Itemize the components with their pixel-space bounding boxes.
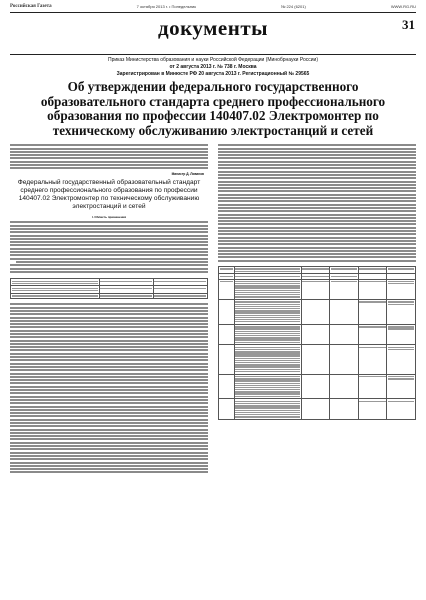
text-line <box>10 369 208 371</box>
text-line <box>10 455 208 457</box>
text-line <box>218 187 416 189</box>
text-line <box>100 281 152 282</box>
table-cell <box>301 345 330 374</box>
table-cell <box>11 279 100 286</box>
text-line <box>218 157 416 159</box>
text-line <box>235 308 300 309</box>
text-line <box>235 376 300 377</box>
text-line <box>235 389 300 390</box>
text-line <box>10 313 208 315</box>
table-cell <box>234 300 301 325</box>
text-line <box>10 151 208 153</box>
right-column <box>218 143 416 594</box>
text-line <box>218 148 416 150</box>
text-line <box>235 319 300 320</box>
text-line <box>235 349 300 350</box>
text-line <box>218 200 416 202</box>
text-line <box>235 414 300 415</box>
text-line <box>10 251 208 253</box>
text-line <box>218 167 416 169</box>
text-line <box>218 233 416 235</box>
text-line <box>235 401 300 402</box>
text-line <box>388 401 414 402</box>
text-line <box>218 174 416 176</box>
text-line <box>218 240 416 242</box>
text-line <box>235 393 300 394</box>
structure-table <box>218 266 416 420</box>
text-line <box>10 231 208 233</box>
text-line <box>218 243 416 245</box>
text-line <box>10 396 208 398</box>
text-line <box>235 369 300 370</box>
text-line <box>12 288 98 289</box>
text-line <box>235 304 300 305</box>
text-line <box>388 301 414 302</box>
table-row <box>11 286 208 293</box>
text-line <box>218 237 416 239</box>
text-line <box>10 148 208 150</box>
table-cell <box>234 374 301 399</box>
table-cell <box>358 279 387 299</box>
table-cell <box>234 266 301 273</box>
text-line <box>220 268 234 269</box>
text-line <box>235 339 300 340</box>
table-cell <box>387 266 416 273</box>
text-line <box>235 412 300 413</box>
table-cell <box>387 374 416 399</box>
minister-signature: Министр Д. Ливанов <box>171 172 204 177</box>
text-line <box>235 290 300 291</box>
text-line <box>10 343 208 345</box>
text-line <box>218 230 416 232</box>
table-row <box>219 324 416 344</box>
text-line <box>235 371 300 372</box>
text-line <box>10 432 208 434</box>
text-line <box>10 392 208 394</box>
text-line <box>388 378 414 379</box>
text-line <box>10 221 208 223</box>
text-line <box>12 290 98 291</box>
text-line <box>10 468 208 470</box>
text-line <box>235 276 300 277</box>
text-line <box>235 351 300 352</box>
text-line <box>10 409 208 411</box>
table-cell <box>234 399 301 419</box>
text-line <box>302 268 328 269</box>
text-line <box>235 403 300 404</box>
text-line <box>218 260 416 262</box>
text-line <box>235 391 300 392</box>
text-line <box>12 283 98 284</box>
text-line <box>235 294 300 295</box>
text-line <box>10 157 208 159</box>
text-line <box>10 356 208 358</box>
text-line <box>302 276 328 277</box>
text-line <box>10 167 208 169</box>
table-cell <box>358 324 387 344</box>
text-line <box>218 214 416 216</box>
text-line <box>10 161 208 163</box>
text-line <box>388 326 414 327</box>
order-line-3: Зарегистрирован в Минюсте РФ 20 августа 2013 г. Регистрационный № 29565 <box>116 71 310 77</box>
text-line <box>235 333 300 334</box>
text-line <box>10 164 208 166</box>
text-line <box>302 281 328 282</box>
text-line <box>218 210 416 212</box>
table-cell <box>99 279 153 286</box>
table-cell <box>387 399 416 419</box>
text-line <box>235 410 300 411</box>
text-line <box>235 396 300 397</box>
text-line <box>359 401 385 402</box>
table-cell <box>387 324 416 344</box>
text-line <box>235 407 300 408</box>
order-line-2: от 2 августа 2013 г. № 738 г. Москва <box>169 64 257 70</box>
text-line <box>12 295 98 296</box>
text-line <box>10 144 208 146</box>
table-cell <box>330 266 359 273</box>
text-line <box>10 235 208 237</box>
text-line <box>388 268 414 269</box>
table-cell <box>11 293 100 298</box>
text-line <box>220 276 234 277</box>
text-line <box>235 271 300 272</box>
text-line <box>235 283 300 284</box>
text-line <box>218 253 416 255</box>
text-line <box>359 268 385 269</box>
text-line <box>10 452 208 454</box>
text-line <box>388 328 414 329</box>
text-line <box>235 416 300 417</box>
text-line <box>10 307 208 309</box>
table-cell <box>301 266 330 273</box>
table-cell <box>330 399 359 419</box>
table-cell <box>330 300 359 325</box>
table-row <box>11 293 208 298</box>
text-line <box>10 429 208 431</box>
text-line <box>10 419 208 421</box>
text-line <box>359 347 385 348</box>
table-row <box>219 374 416 399</box>
table-cell <box>358 345 387 374</box>
text-line <box>10 258 208 260</box>
text-line <box>154 295 206 296</box>
section-title: документы <box>157 16 269 40</box>
section-divider <box>10 54 416 55</box>
text-line <box>10 435 208 437</box>
table-cell <box>301 279 330 299</box>
table-cell <box>11 286 100 293</box>
table-cell <box>387 300 416 325</box>
text-line <box>10 326 208 328</box>
left-table <box>10 278 208 299</box>
table-cell <box>358 374 387 399</box>
text-line <box>10 465 208 467</box>
issue-date: 7 октября 2013 г. • Понедельник <box>136 4 196 9</box>
text-line <box>235 326 300 327</box>
table-cell <box>301 374 330 399</box>
table-cell <box>387 279 416 299</box>
text-line <box>220 281 234 282</box>
left-column <box>10 143 208 594</box>
text-line <box>235 317 300 318</box>
text-line <box>218 220 416 222</box>
table-cell <box>301 300 330 325</box>
text-line <box>359 326 385 327</box>
table-cell <box>153 279 207 286</box>
table-cell <box>301 399 330 419</box>
text-line <box>10 471 208 473</box>
text-line <box>235 385 300 386</box>
table-row <box>219 266 416 273</box>
newspaper-brand: Российская Газета <box>10 4 52 9</box>
table-row <box>219 300 416 325</box>
text-line <box>10 422 208 424</box>
table-row <box>219 279 416 299</box>
table-cell <box>330 324 359 344</box>
text-line <box>10 382 208 384</box>
site-url: WWW.RG.RU <box>390 4 416 9</box>
text-line <box>218 190 416 192</box>
text-line <box>10 268 208 270</box>
text-line <box>10 228 208 230</box>
text-line <box>235 281 300 282</box>
text-line <box>235 331 300 332</box>
text-line <box>218 151 416 153</box>
text-line <box>10 225 208 227</box>
text-line <box>10 373 208 375</box>
table-cell <box>99 293 153 298</box>
text-line <box>235 405 300 406</box>
text-line <box>388 283 414 284</box>
text-line <box>235 360 300 361</box>
text-line <box>10 349 208 351</box>
text-line <box>235 364 300 365</box>
text-line <box>218 177 416 179</box>
text-line <box>359 376 385 377</box>
text-line <box>218 164 416 166</box>
text-line <box>10 238 208 240</box>
text-line <box>388 349 414 350</box>
table-cell <box>219 300 235 325</box>
text-line <box>10 336 208 338</box>
text-line <box>331 268 357 269</box>
table-cell <box>301 324 330 344</box>
text-line <box>10 303 208 305</box>
masthead-bar <box>10 4 416 13</box>
order-line-1: Приказ Министерства образования и науки Российской Федерации (Минобрнауки России) <box>107 57 319 63</box>
text-line <box>235 342 300 343</box>
text-line <box>10 379 208 381</box>
text-line <box>235 383 300 384</box>
table-cell <box>330 279 359 299</box>
issue-number: № 224 (6201) <box>281 4 306 9</box>
table-cell <box>219 324 235 344</box>
text-line <box>10 406 208 408</box>
text-line <box>218 256 416 258</box>
text-line <box>218 184 416 186</box>
text-line <box>235 296 300 297</box>
text-line <box>10 317 208 319</box>
text-line <box>12 281 98 282</box>
table-cell <box>219 374 235 399</box>
text-line <box>10 241 208 243</box>
table-cell <box>219 345 235 374</box>
table-row <box>11 279 208 286</box>
text-line <box>10 448 208 450</box>
text-line <box>235 292 300 293</box>
text-line <box>218 247 416 249</box>
text-line <box>235 358 300 359</box>
text-line <box>10 340 208 342</box>
table-cell <box>358 266 387 273</box>
text-line <box>10 264 208 266</box>
table-row <box>219 399 416 419</box>
article-body <box>10 143 416 594</box>
text-line <box>235 285 300 286</box>
text-line <box>359 281 385 282</box>
text-line <box>10 412 208 414</box>
table-cell <box>153 286 207 293</box>
document-title: Об утверждении федерального государственного образовательного стандарта среднего профессионального образования по профессии 140407.02 Электромонтер по техническому обслуживанию электростанций и сетей <box>40 79 386 138</box>
text-line <box>10 310 208 312</box>
table-cell <box>387 345 416 374</box>
text-line <box>10 445 208 447</box>
text-line <box>235 321 300 322</box>
page-number: 31 <box>402 17 415 32</box>
table-cell <box>234 279 301 299</box>
text-line <box>359 301 385 302</box>
text-line <box>218 161 416 163</box>
text-line <box>218 204 416 206</box>
text-line <box>10 244 208 246</box>
text-line <box>235 366 300 367</box>
text-line <box>235 355 300 356</box>
text-line <box>10 415 208 417</box>
text-line <box>388 304 414 305</box>
text-line <box>10 271 208 273</box>
text-line <box>10 323 208 325</box>
text-line <box>10 154 208 156</box>
table-cell <box>358 399 387 419</box>
text-line <box>10 442 208 444</box>
text-line <box>218 194 416 196</box>
annex-title: Федеральный государственный образовательный стандарт среднего профессионального образования по профессии 140407.02 Электромонтер по техническому обслуживанию электростанций и сетей <box>17 179 201 211</box>
text-line <box>218 207 416 209</box>
text-line <box>235 378 300 379</box>
table-cell <box>153 293 207 298</box>
table-cell <box>234 324 301 344</box>
text-line <box>331 281 357 282</box>
text-line <box>235 315 300 316</box>
text-line <box>154 281 206 282</box>
text-line <box>218 154 416 156</box>
text-line <box>235 387 300 388</box>
text-line <box>10 399 208 401</box>
table-row <box>219 345 416 374</box>
text-line <box>10 330 208 332</box>
text-line <box>235 353 300 354</box>
text-line <box>218 197 416 199</box>
table-cell <box>358 300 387 325</box>
text-line <box>100 295 152 296</box>
text-line <box>10 346 208 348</box>
text-line <box>10 366 208 368</box>
table-cell <box>234 345 301 374</box>
text-line <box>235 328 300 329</box>
text-line <box>218 223 416 225</box>
order-header <box>0 57 426 78</box>
text-line <box>218 144 416 146</box>
table-cell <box>99 286 153 293</box>
text-line <box>10 458 208 460</box>
text-line <box>235 306 300 307</box>
text-line <box>235 310 300 311</box>
text-line <box>10 359 208 361</box>
text-line <box>235 380 300 381</box>
text-line <box>235 268 300 269</box>
table-cell <box>219 399 235 419</box>
text-line <box>10 333 208 335</box>
text-line <box>10 376 208 378</box>
text-line <box>235 301 300 302</box>
text-line <box>218 227 416 229</box>
text-line <box>10 254 208 256</box>
table-cell <box>219 279 235 299</box>
text-line <box>218 171 416 173</box>
subhead-scope: I. Область применения <box>91 215 127 220</box>
text-line <box>10 425 208 427</box>
text-line <box>235 362 300 363</box>
text-line <box>235 337 300 338</box>
table-cell <box>330 345 359 374</box>
text-line <box>388 281 414 282</box>
table-cell <box>330 374 359 399</box>
text-line <box>331 276 357 277</box>
text-line <box>10 402 208 404</box>
text-line <box>10 386 208 388</box>
text-line <box>235 347 300 348</box>
table-cell <box>219 266 235 273</box>
text-line <box>154 288 206 289</box>
text-line <box>388 376 414 377</box>
text-line <box>100 288 152 289</box>
text-line <box>388 347 414 348</box>
text-line <box>10 248 208 250</box>
text-line <box>10 353 208 355</box>
text-line <box>218 181 416 183</box>
text-line <box>235 335 300 336</box>
text-line <box>218 217 416 219</box>
text-line <box>10 363 208 365</box>
text-line <box>10 389 208 391</box>
text-line <box>10 320 208 322</box>
text-line <box>235 312 300 313</box>
text-line <box>218 250 416 252</box>
text-line <box>16 261 208 263</box>
text-line <box>10 462 208 464</box>
text-line <box>235 287 300 288</box>
text-line <box>10 438 208 440</box>
